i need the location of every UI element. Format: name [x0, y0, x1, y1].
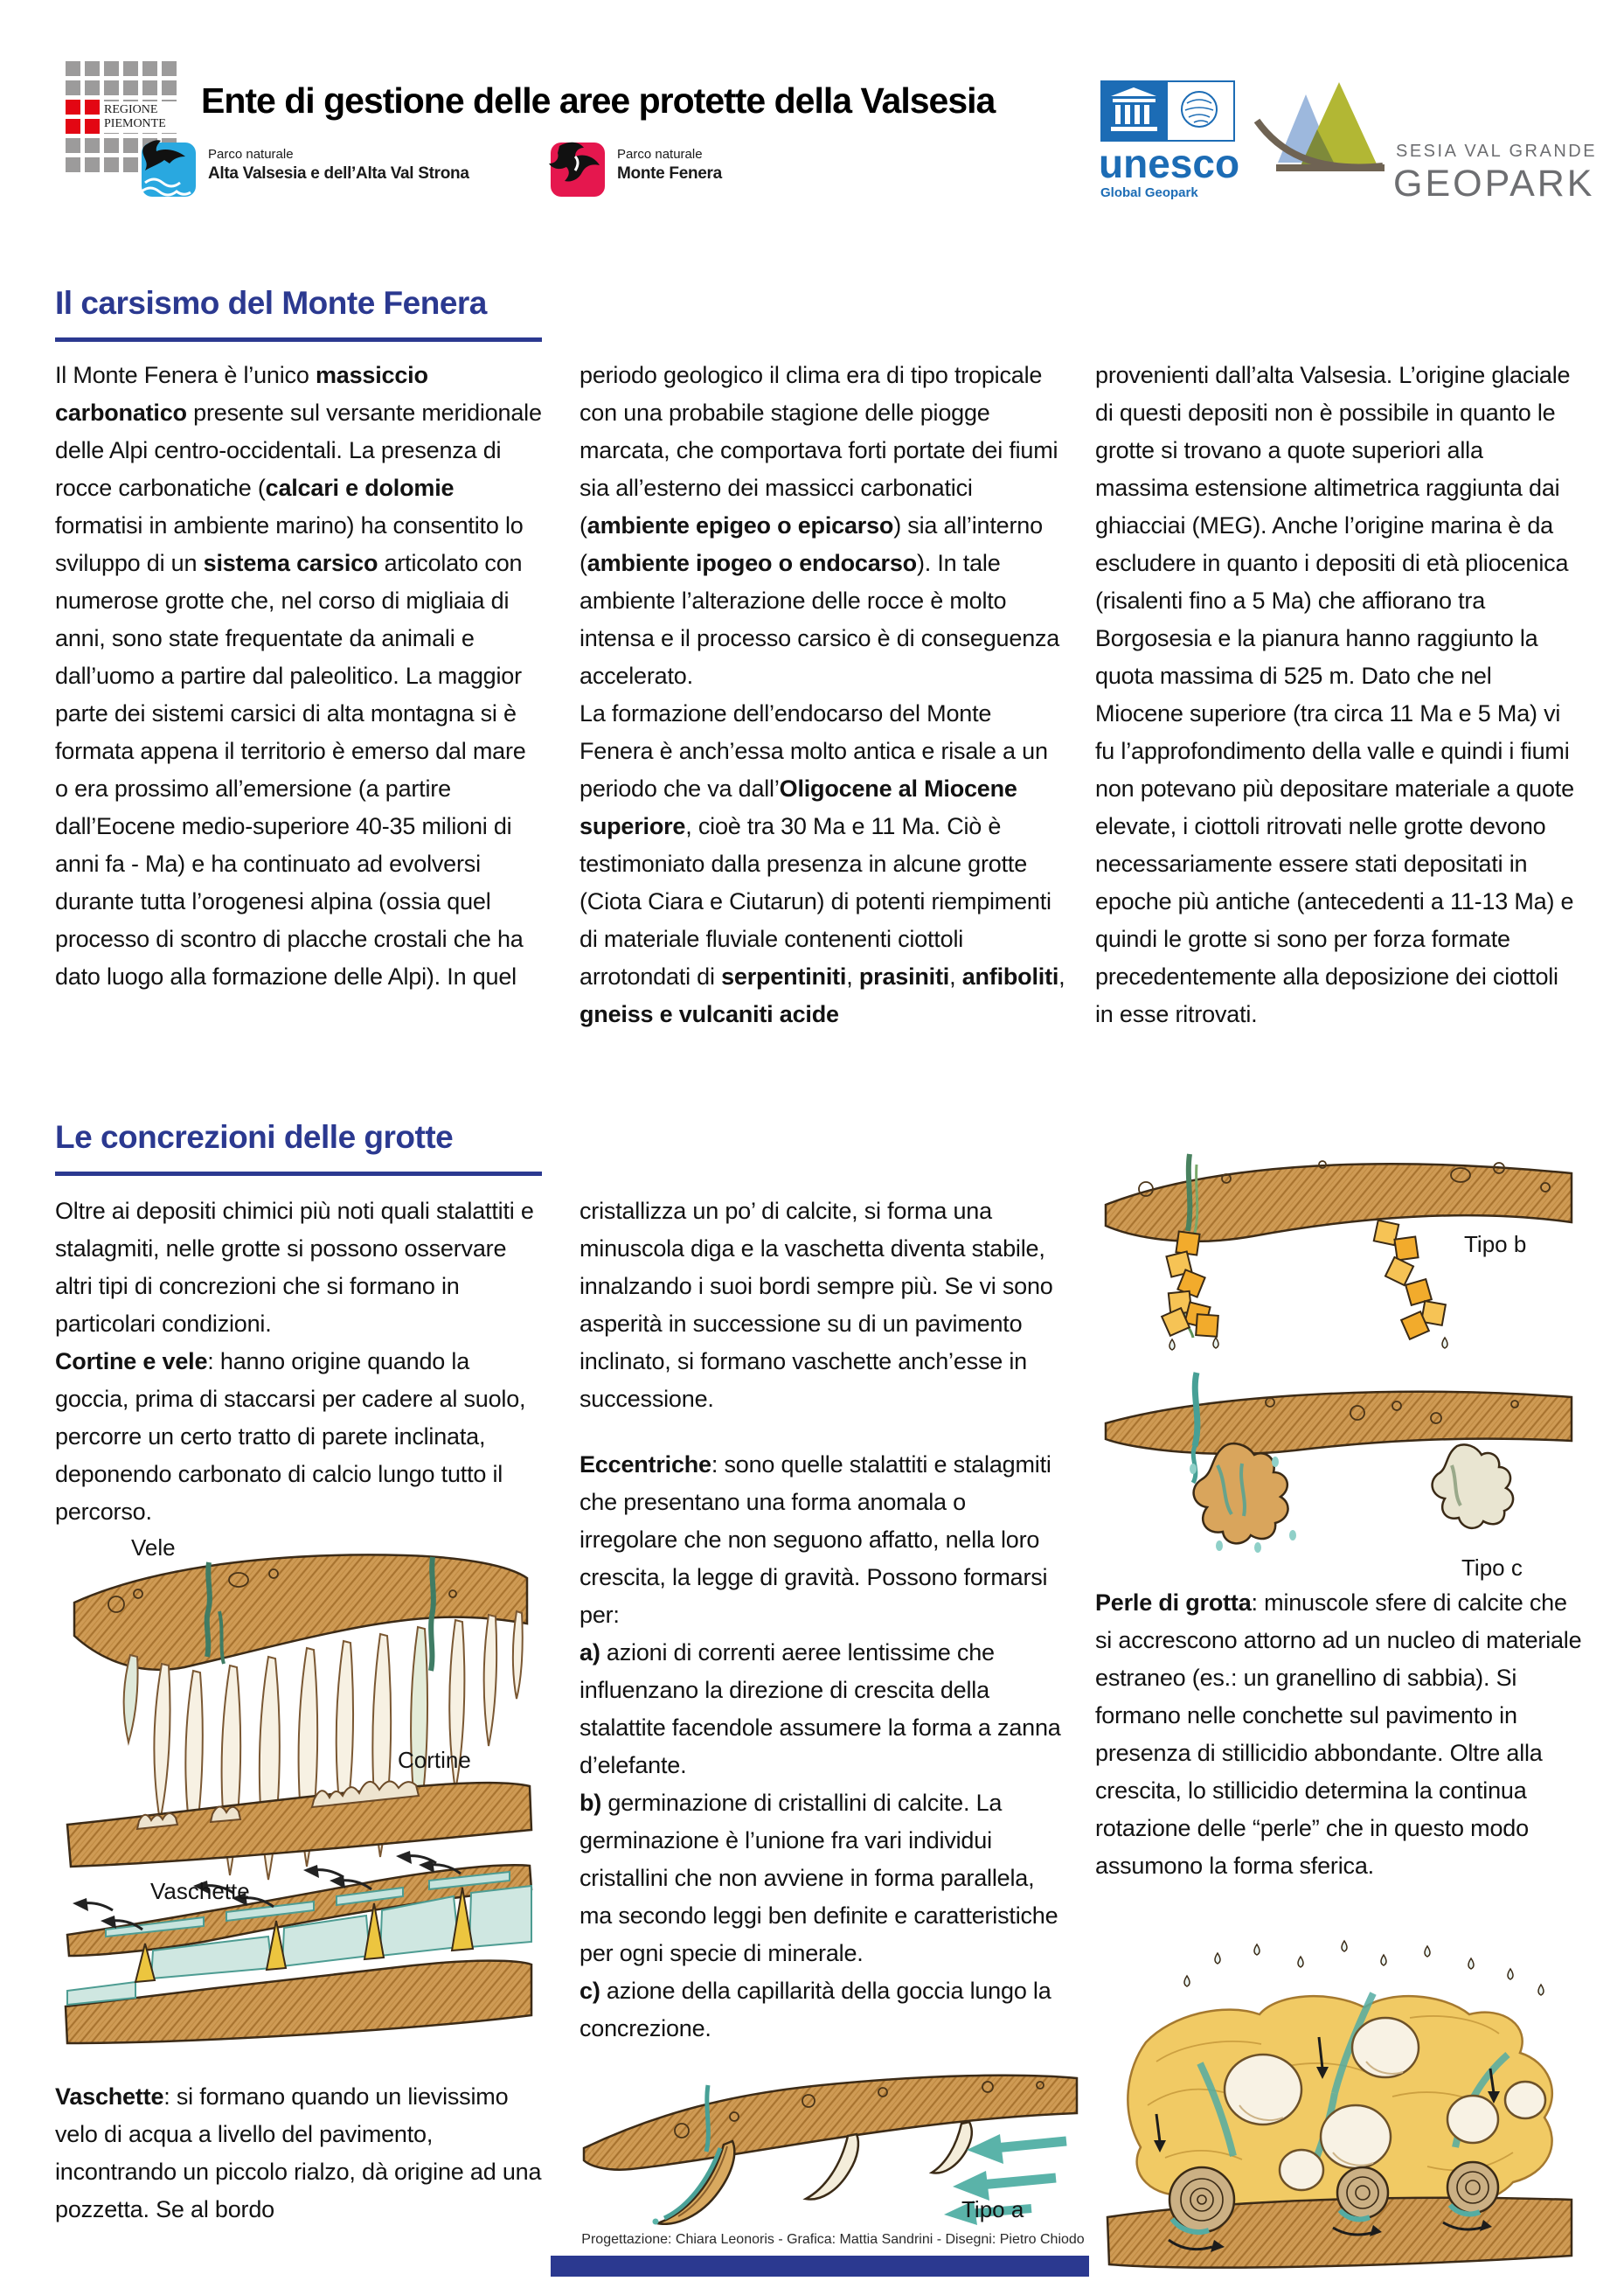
paragraph: c) azione della capillarità della goccia lungo la concrezione. [580, 1978, 1051, 2041]
unesco-wordmark: unesco [1099, 141, 1240, 186]
footer-bar [551, 2256, 1089, 2277]
geopark-name-line2: GEOPARK [1393, 163, 1595, 205]
park-kicker: Parco naturale [617, 147, 703, 162]
unesco-subtitle: Global Geopark [1100, 185, 1198, 200]
section1-column1 [55, 357, 542, 996]
paragraph: Oltre ai depositi chimici più noti quali stalattiti e stalagmiti, nelle grotte si possono osservare altri tipi di concrezioni che si formano in particolari condizioni. [55, 1198, 534, 1337]
park-name: Monte Fenera [617, 164, 722, 183]
unesco-globe-icon [1168, 82, 1233, 140]
label-tipo-c: Tipo c [1461, 1554, 1523, 1581]
unesco-temple-icon [1102, 82, 1168, 140]
eagle-icon [135, 137, 203, 202]
park-monte-fenera-logo [551, 143, 605, 197]
park-kicker: Parco naturale [208, 147, 294, 162]
paragraph: periodo geologico il clima era di tipo tropicale con una probabile stagione delle piogge marcata, che comportava forti portate dei fiumi sia all’esterno dei massicci carbonatici (ambiente epigeo o epicarso) sia all’interno (ambiente ipogeo o endocarso). In tale ambiente l’alterazione delle rocce è molto intensa e il processo carsico è di conseguenza accelerato. [580, 362, 1060, 689]
paragraph: cristallizza un po’ di calcite, si forma una minuscola diga e la vaschetta diventa stabile, innalzando i suoi bordi sempre più. Se vi sono asperità in successione su di un pavimento inclinato, si formano vaschette anch’esse in successione. [580, 1198, 1053, 1412]
park-alta-valsesia-logo [142, 143, 196, 197]
illustration-perle-di-grotta [1095, 1939, 1582, 2280]
illustration-tipo-c [1095, 1360, 1582, 1557]
section1-column2 [580, 357, 1066, 1033]
geopark-mountains-icon [1252, 75, 1387, 206]
section2-column1 [55, 1193, 542, 1531]
illustration-vele-cortine-vaschette [55, 1526, 542, 2046]
section2-column2 [580, 1193, 1066, 2048]
paragraph: a) azioni di correnti aeree lentissime che influenzano la direzione di crescita della stalattite facendole assumere la forma a zanna d’elefante. [580, 1639, 1061, 1778]
section2-column1-vaschette [55, 2078, 542, 2229]
park-name: Alta Valsesia e dell’Alta Val Strona [208, 164, 469, 183]
section2-rule [55, 1172, 542, 1176]
section1-title: Il carsismo del Monte Fenera [55, 285, 487, 321]
section2-title: Le concrezioni delle grotte [55, 1119, 454, 1155]
paragraph: Cortine e vele: hanno origine quando la goccia, prima di staccarsi per cadere al suolo, percorre un certo tratto di parete inclinata, deponendo carbonato di calcio lungo tutto il percorso. [55, 1348, 526, 1525]
section1-column3 [1095, 357, 1582, 1033]
paragraph: Eccentriche: sono quelle stalattiti e stalagmiti che presentano una forma anomala o irregolare che non seguono affatto, nella loro crescita, la legge di gravità. Possono formarsi per: [580, 1451, 1051, 1628]
paragraph: Perle di grotta: minuscole sfere di calcite che si accrescono attorno ad un nucleo di materiale estraneo (es.: un granellino di sabbia). Si formano nelle conchette sul pavimento in presenza di stillicidio abbondante. Oltre alla crescita, lo stillicidio determina la continua rotazione delle “perle” che in questo modo assumono la forma sferica. [1095, 1589, 1582, 1879]
page-title: Ente di gestione delle aree protette della Valsesia [201, 80, 996, 121]
section1-rule [55, 337, 542, 342]
paragraph: b) germinazione di cristallini di calcite. La germinazione è l’unione fra vari individui cristallini che non avviene in forma parallela, ma secondo leggi ben definite e caratteristiche per ogni specie di minerale. [580, 1790, 1058, 1966]
section2-column3 [1095, 1584, 1582, 1885]
paragraph: Vaschette: si formano quando un lievissimo velo di acqua a livello del pavimento, incontrando un piccolo rialzo, dà origine ad una pozzetta. Se al bordo [55, 2083, 542, 2222]
label-vaschette: Vaschette [150, 1878, 250, 1904]
paragraph: provenienti dall’alta Valsesia. L’origine glaciale di questi depositi non è possibile in quanto le grotte si trovano a quote superiori alla massima estensione altimetrica raggiunta dai ghiacciai (MEG). Anche l’origine marina è da escludere in quanto i depositi di età pliocenica (risalenti fino a 5 Ma) che affiorano tra Borgosesia e la pianura hanno raggiunto la quota massima di 525 m. Dato che nel Miocene superiore (tra circa 11 Ma e 5 Ma) vi fu l’approfondimento della valle e quindi i fiumi non potevano più depositare materiale a quote elevate, i ciottoli ritrovati nelle grotte devono necessariamente essere stati depositati in epoche più antiche (antecedenti a 11-13 Ma) e quindi le grotte si sono per forza formate precedentemente alla deposizione dei ciottoli in esse ritrovati. [1095, 362, 1574, 1027]
credits-line: Progettazione: Chiara Leonoris - Grafica: Mattia Sandrini - Disegni: Pietro Chiodo [581, 2232, 1085, 2247]
label-tipo-a: Tipo a [961, 2196, 1024, 2222]
unesco-logo [1100, 80, 1235, 142]
paragraph: Il Monte Fenera è l’unico massiccio carbonatico presente sul versante meridionale delle Alpi centro-occidentali. La presenza di rocce carbonatiche (calcari e dolomie formatisi in ambiente marino) ha consentito lo sviluppo di un sistema carsico articolato con numerose grotte che, nel corso di migliaia di anni, sono state frequentate da animali e dall’uomo a partire dal paleolitico. La maggior parte dei sistemi carsici di alta montagna si è formata appena il territorio è emerso dal mare o era prossimo all’emersione (a partire dall’Eocene medio-superiore 40-35 milioni di anni fa - Ma) e ha continuato ad evolversi durante tutta l’orogenesi alpina (ossia quel processo di scontro di placche crostali che ha dato luogo alla formazione delle Alpi). In quel [55, 362, 542, 990]
regione-piemonte-label: REGIONE PIEMONTE [102, 101, 184, 133]
label-tipo-b: Tipo b [1464, 1231, 1527, 1257]
bird-icon [544, 137, 612, 202]
paragraph: La formazione dell’endocarso del Monte Fenera è anch’essa molto antica e risale a un periodo che va dall’Oligocene al Miocene superiore, cioè tra 30 Ma e 11 Ma. Ciò è testimoniato dalla presenza in alcune grotte (Ciota Ciara e Ciutarun) di potenti riempimenti di materiale fluviale contenenti ciottoli arrotondati di serpentiniti, prasiniti, anfiboliti, gneiss e vulcaniti acide [580, 700, 1065, 1027]
geopark-name-line1: SESIA VAL GRANDE [1396, 142, 1598, 161]
label-cortine: Cortine [398, 1747, 471, 1773]
label-vele: Vele [131, 1534, 176, 1561]
